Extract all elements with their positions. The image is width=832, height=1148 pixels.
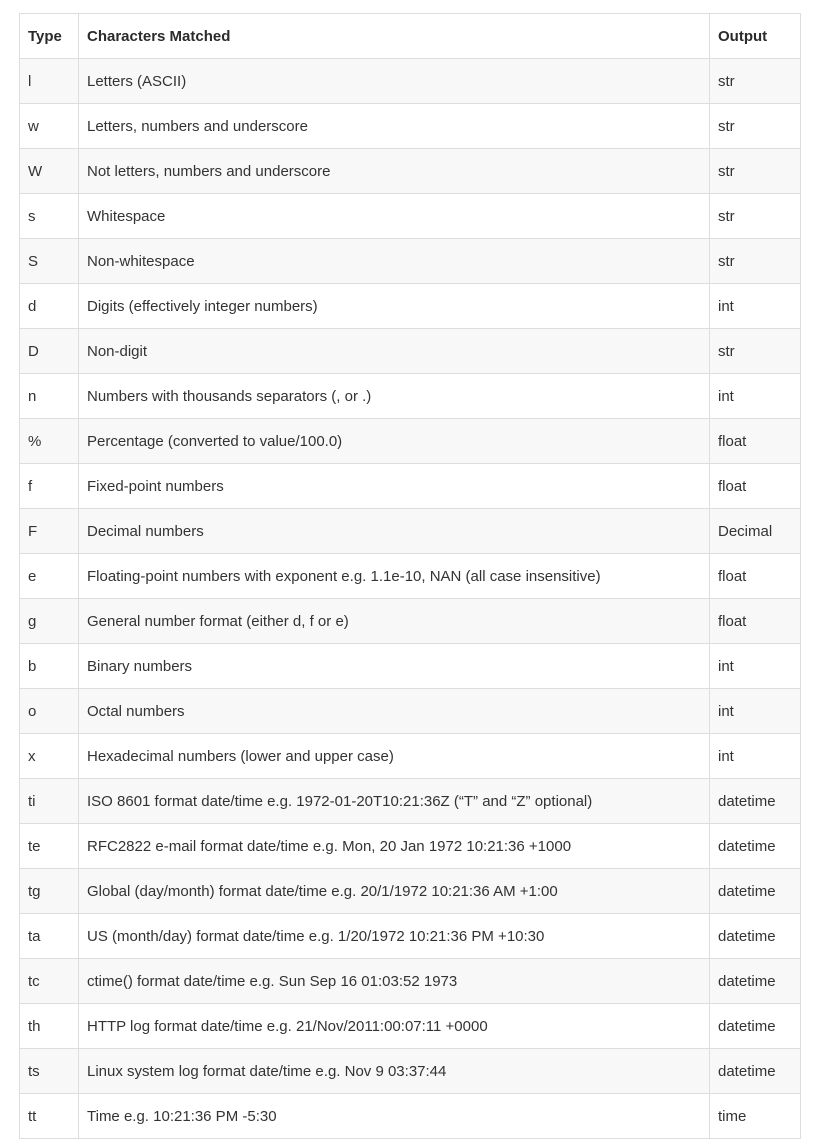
type-cell: ta bbox=[20, 914, 79, 959]
type-cell: te bbox=[20, 824, 79, 869]
type-cell: ts bbox=[20, 1049, 79, 1094]
output-cell: float bbox=[710, 419, 801, 464]
characters-matched-cell: Percentage (converted to value/100.0) bbox=[79, 419, 710, 464]
type-cell: o bbox=[20, 689, 79, 734]
table-row bbox=[20, 149, 801, 194]
output-cell: str bbox=[710, 104, 801, 149]
output-cell: time bbox=[710, 1094, 801, 1139]
type-cell: ti bbox=[20, 779, 79, 824]
table-row bbox=[20, 1049, 801, 1094]
characters-matched-cell: Not letters, numbers and underscore bbox=[79, 149, 710, 194]
table-row bbox=[20, 1094, 801, 1139]
output-cell: str bbox=[710, 194, 801, 239]
characters-matched-cell: Letters, numbers and underscore bbox=[79, 104, 710, 149]
type-cell: th bbox=[20, 1004, 79, 1049]
table-row bbox=[20, 104, 801, 149]
table-row bbox=[20, 509, 801, 554]
type-cell: D bbox=[20, 329, 79, 374]
table-body bbox=[20, 59, 801, 1139]
characters-matched-cell: Linux system log format date/time e.g. Nov 9 03:37:44 bbox=[79, 1049, 710, 1094]
characters-matched-cell: Letters (ASCII) bbox=[79, 59, 710, 104]
type-cell: n bbox=[20, 374, 79, 419]
table-row bbox=[20, 329, 801, 374]
characters-matched-cell: US (month/day) format date/time e.g. 1/20/1972 10:21:36 PM +10:30 bbox=[79, 914, 710, 959]
characters-matched-cell: Digits (effectively integer numbers) bbox=[79, 284, 710, 329]
output-cell: float bbox=[710, 554, 801, 599]
table-row bbox=[20, 59, 801, 104]
table-row bbox=[20, 734, 801, 779]
type-cell: x bbox=[20, 734, 79, 779]
output-cell: datetime bbox=[710, 869, 801, 914]
table-row bbox=[20, 824, 801, 869]
output-cell: datetime bbox=[710, 959, 801, 1004]
header-output: Output bbox=[710, 14, 801, 59]
header-characters-matched: Characters Matched bbox=[79, 14, 710, 59]
type-cell: tc bbox=[20, 959, 79, 1004]
output-cell: int bbox=[710, 644, 801, 689]
output-cell: datetime bbox=[710, 1049, 801, 1094]
characters-matched-cell: HTTP log format date/time e.g. 21/Nov/2011:00:07:11 +0000 bbox=[79, 1004, 710, 1049]
table-row bbox=[20, 284, 801, 329]
characters-matched-cell: Non-digit bbox=[79, 329, 710, 374]
characters-matched-cell: ctime() format date/time e.g. Sun Sep 16 01:03:52 1973 bbox=[79, 959, 710, 1004]
type-cell: s bbox=[20, 194, 79, 239]
table-row bbox=[20, 779, 801, 824]
type-cell: % bbox=[20, 419, 79, 464]
table-row bbox=[20, 1004, 801, 1049]
output-cell: str bbox=[710, 59, 801, 104]
table-row bbox=[20, 644, 801, 689]
output-cell: str bbox=[710, 149, 801, 194]
output-cell: datetime bbox=[710, 914, 801, 959]
table-row bbox=[20, 689, 801, 734]
characters-matched-cell: Floating-point numbers with exponent e.g. 1.1e-10, NAN (all case insensitive) bbox=[79, 554, 710, 599]
type-cell: S bbox=[20, 239, 79, 284]
output-cell: datetime bbox=[710, 1004, 801, 1049]
characters-matched-cell: Time e.g. 10:21:36 PM -5:30 bbox=[79, 1094, 710, 1139]
output-cell: datetime bbox=[710, 779, 801, 824]
characters-matched-cell: Whitespace bbox=[79, 194, 710, 239]
table-row bbox=[20, 914, 801, 959]
output-cell: str bbox=[710, 329, 801, 374]
characters-matched-cell: Binary numbers bbox=[79, 644, 710, 689]
type-cell: tt bbox=[20, 1094, 79, 1139]
characters-matched-cell: Global (day/month) format date/time e.g. 20/1/1972 10:21:36 AM +1:00 bbox=[79, 869, 710, 914]
header-type: Type bbox=[20, 14, 79, 59]
output-cell: str bbox=[710, 239, 801, 284]
characters-matched-cell: General number format (either d, f or e) bbox=[79, 599, 710, 644]
type-cell: W bbox=[20, 149, 79, 194]
characters-matched-cell: Fixed-point numbers bbox=[79, 464, 710, 509]
characters-matched-cell: Octal numbers bbox=[79, 689, 710, 734]
table-row bbox=[20, 869, 801, 914]
characters-matched-cell: Decimal numbers bbox=[79, 509, 710, 554]
characters-matched-cell: Non-whitespace bbox=[79, 239, 710, 284]
table-row bbox=[20, 239, 801, 284]
table-row bbox=[20, 419, 801, 464]
table-row bbox=[20, 599, 801, 644]
characters-matched-cell: RFC2822 e-mail format date/time e.g. Mon, 20 Jan 1972 10:21:36 +1000 bbox=[79, 824, 710, 869]
type-cell: w bbox=[20, 104, 79, 149]
characters-matched-cell: Numbers with thousands separators (, or .) bbox=[79, 374, 710, 419]
output-cell: int bbox=[710, 734, 801, 779]
characters-matched-cell: Hexadecimal numbers (lower and upper case) bbox=[79, 734, 710, 779]
output-cell: Decimal bbox=[710, 509, 801, 554]
table-header-row bbox=[20, 14, 801, 59]
output-cell: datetime bbox=[710, 824, 801, 869]
type-cell: f bbox=[20, 464, 79, 509]
output-cell: float bbox=[710, 464, 801, 509]
type-cell: b bbox=[20, 644, 79, 689]
type-cell: tg bbox=[20, 869, 79, 914]
type-cell: l bbox=[20, 59, 79, 104]
type-cell: F bbox=[20, 509, 79, 554]
output-cell: int bbox=[710, 284, 801, 329]
table-row bbox=[20, 554, 801, 599]
table-row bbox=[20, 194, 801, 239]
table-row bbox=[20, 464, 801, 509]
format-types-table-container bbox=[19, 13, 801, 1139]
characters-matched-cell: ISO 8601 format date/time e.g. 1972-01-20T10:21:36Z (“T” and “Z” optional) bbox=[79, 779, 710, 824]
output-cell: float bbox=[710, 599, 801, 644]
table-row bbox=[20, 959, 801, 1004]
type-cell: e bbox=[20, 554, 79, 599]
type-cell: d bbox=[20, 284, 79, 329]
output-cell: int bbox=[710, 689, 801, 734]
output-cell: int bbox=[710, 374, 801, 419]
table-row bbox=[20, 374, 801, 419]
format-types-table bbox=[19, 13, 801, 1139]
type-cell: g bbox=[20, 599, 79, 644]
